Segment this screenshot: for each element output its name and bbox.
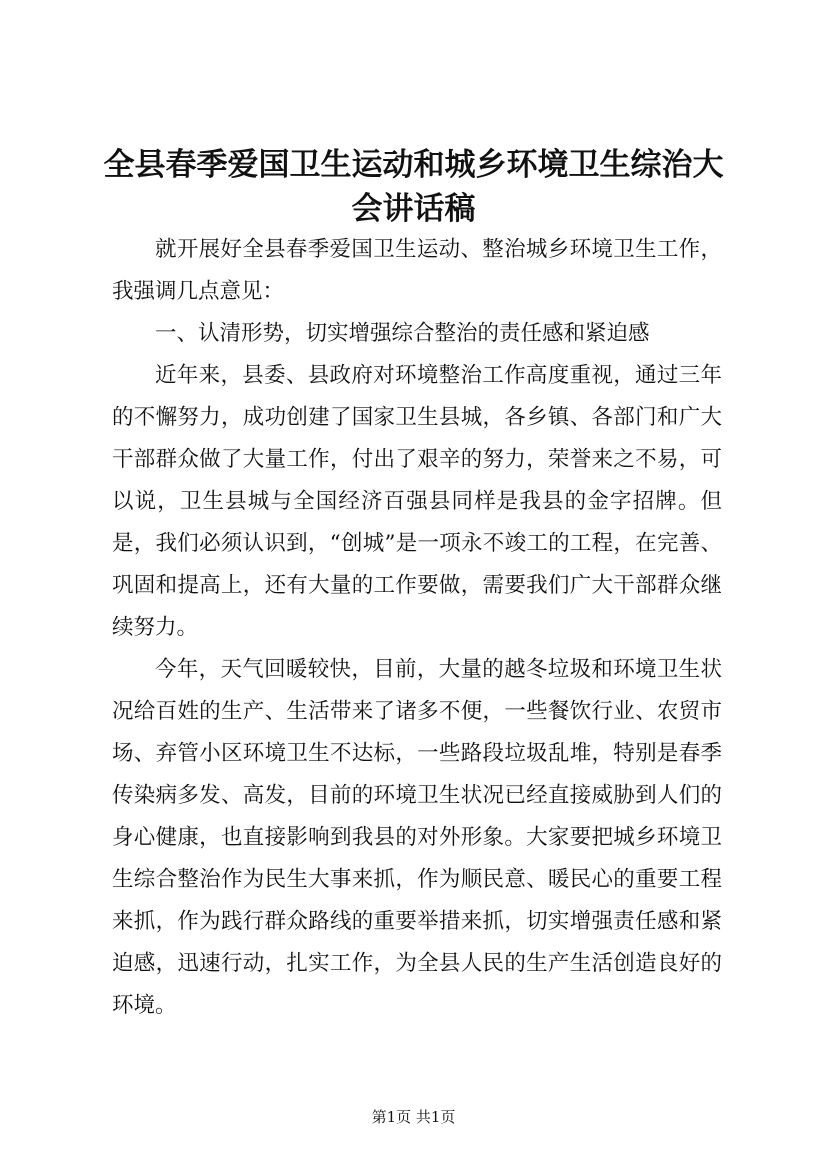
- page-footer: 第1页 共1页: [371, 1108, 456, 1126]
- document-title: 全县春季爱国卫生运动和城乡环境卫生综治大会讲话稿: [103, 147, 724, 227]
- paragraph-intro: 就开展好全县春季爱国卫生运动、整治城乡环境卫生工作，我强调几点意见：: [112, 237, 722, 304]
- paragraph-background: 近年来，县委、县政府对环境整治工作高度重视，通过三年的不懈努力，成功创建了国家卫生县城，各乡镇、各部门和广大干部群众做了大量工作，付出了艰辛的努力，荣誉来之不易，可以说，卫生县城与全国经济百强县同样是我县的金字招牌。但是，我们必须认识到，“创城”是一项永不竣工的工程，在完善、巩固和提高上，还有大量的工作要做，需要我们广大干部群众继续努力。: [112, 363, 722, 640]
- paragraph-current-situation: 今年，天气回暖较快，目前，大量的越冬垃圾和环境卫生状况给百姓的生产、生活带来了诸多不便，一些餐饮行业、农贸市场、弃管小区环境卫生不达标，一些路段垃圾乱堆，特别是春季传染病多发、高发，目前的环境卫生状况已经直接威胁到人们的身心健康，也直接影响到我县的对外形象。大家要把城乡环境卫生综合整治作为民生大事来抓，作为顺民意、暖民心的重要工程来抓，作为践行群众路线的重要举措来抓，切实增强责任感和紧迫感，迅速行动，扎实工作，为全县人民的生产生活创造良好的环境。: [112, 657, 722, 1018]
- section-heading-1: 一、认清形势，切实增强综合整治的责任感和紧迫感: [155, 321, 650, 346]
- document-body: [112, 229, 722, 1027]
